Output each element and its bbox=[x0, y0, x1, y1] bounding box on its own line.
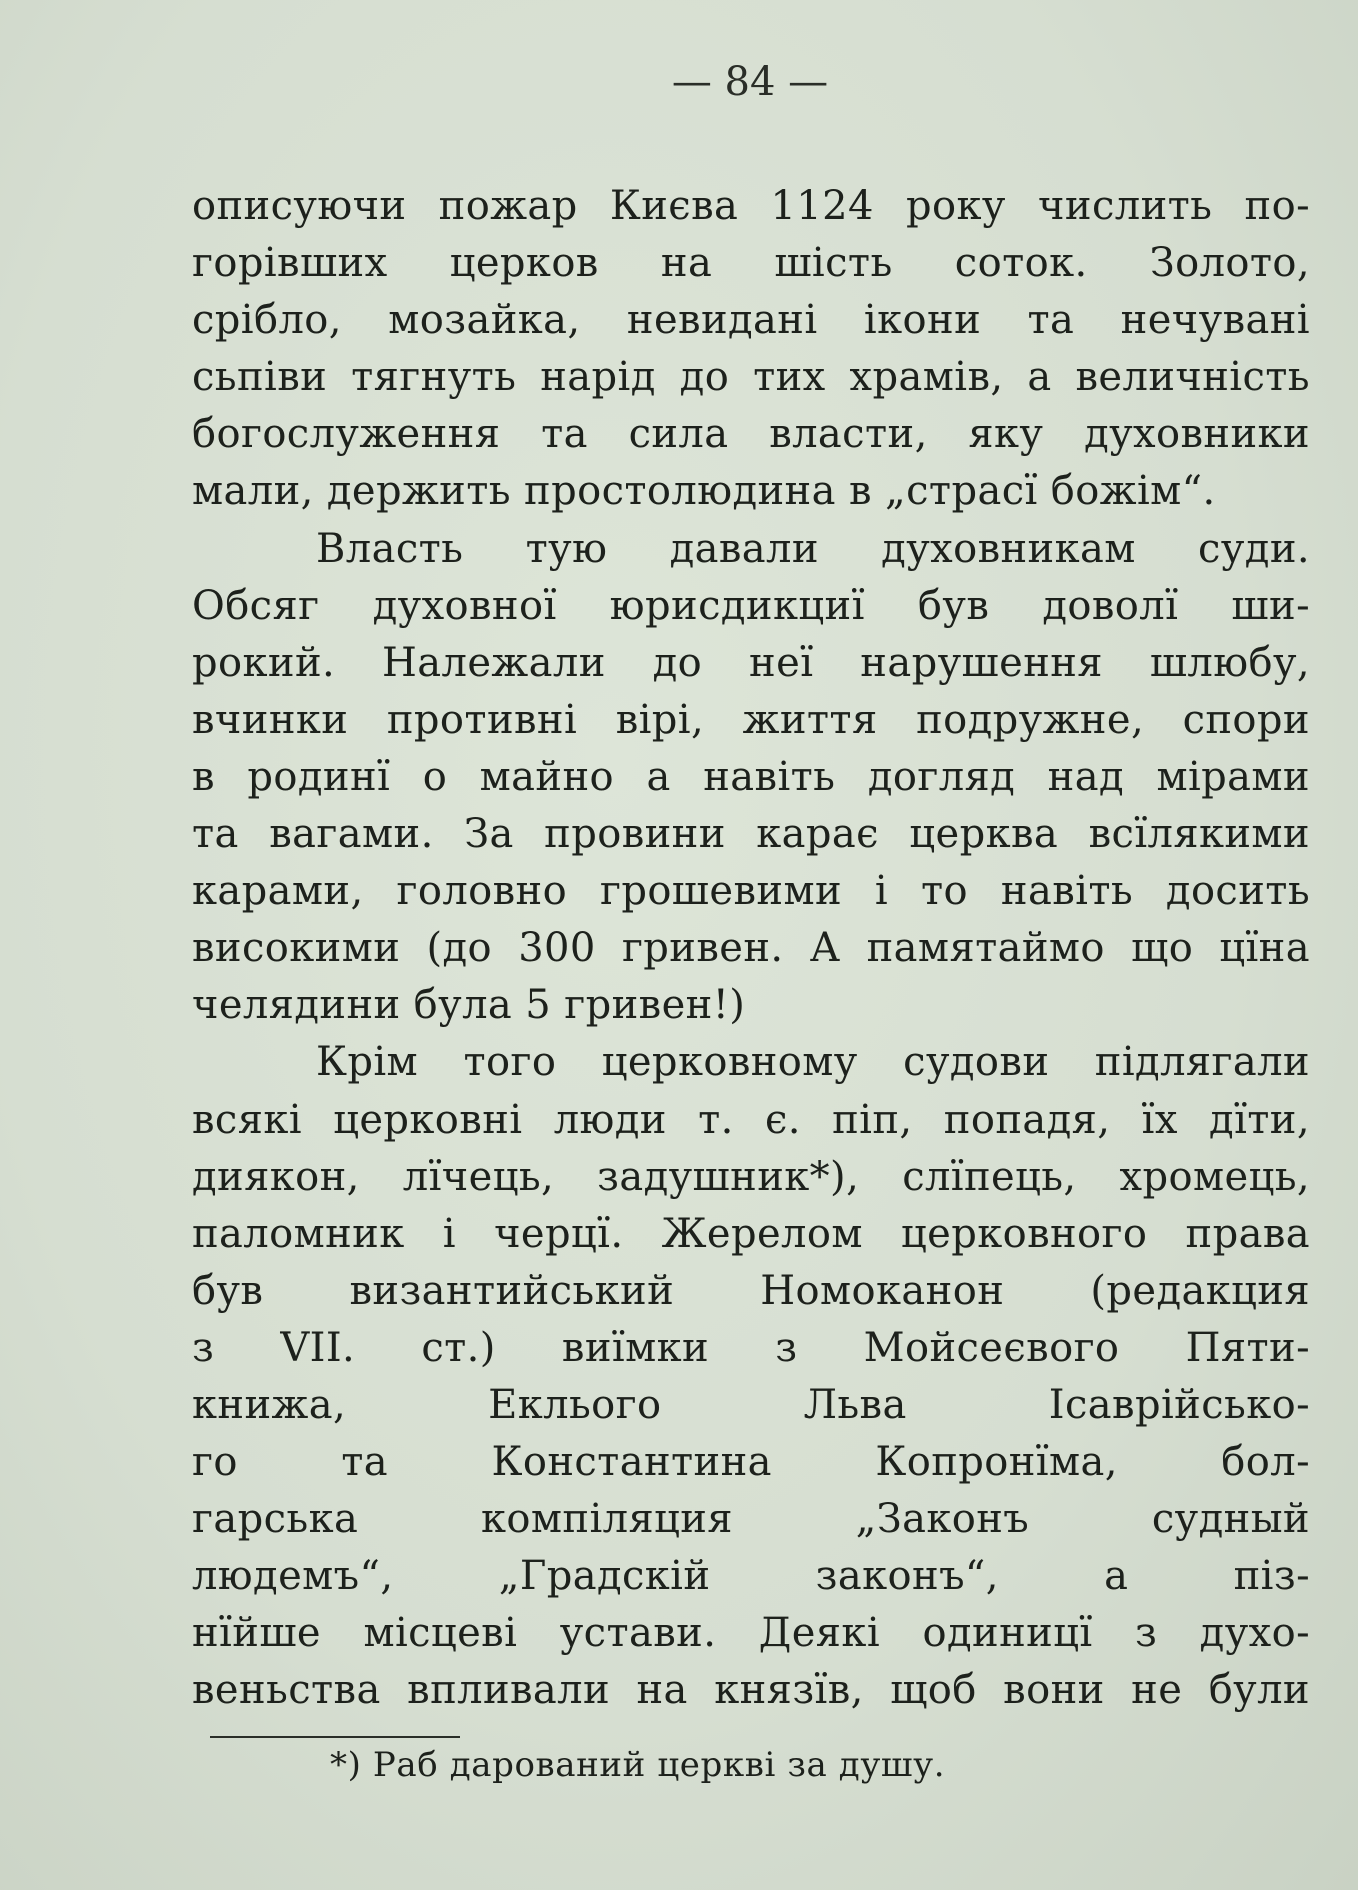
text-line: Власть тую давали духовникам суди. bbox=[316, 525, 1310, 572]
text-line: карами, головно грошевими і то навіть досить bbox=[192, 868, 1310, 915]
text-line: срібло, мозайка, невидані ікони та нечувані bbox=[192, 297, 1310, 344]
text-line: сьпіви тягнуть нарід до тих храмів, а величність bbox=[192, 354, 1310, 401]
text-line: людемъ“, „Градскій законъ“, а піз- bbox=[192, 1553, 1310, 1600]
text-line: всякі церковні люди т. є. піп, попадя, їх дїти, bbox=[192, 1096, 1310, 1143]
text-line: нїйше місцеві устави. Деякі одиницї з духо- bbox=[192, 1610, 1310, 1657]
text-line: диякон, лїчець, задушник*), слїпець, хромець, bbox=[192, 1153, 1310, 1200]
paragraph-3 bbox=[192, 1034, 1310, 1719]
text-line: горівших церков на шість соток. Золото, bbox=[192, 240, 1310, 287]
page-number: — 84 — bbox=[671, 59, 829, 105]
text-line: мали, держить простолюдина в „страсї божім“. bbox=[192, 468, 1216, 515]
text-line: був византийський Номоканон (редакция bbox=[192, 1267, 1310, 1314]
text-line: богослуження та сила власти, яку духовники bbox=[192, 411, 1310, 458]
text-line: паломник і черцї. Жерелом церковного права bbox=[192, 1210, 1310, 1257]
footnote: *) Раб дарований церкві за душу. bbox=[330, 1745, 946, 1785]
text-line: та вагами. За провини карає церква всїлякими bbox=[192, 811, 1310, 858]
text-line: Обсяг духовної юрисдикциї був доволї ши- bbox=[192, 582, 1310, 629]
text-line: вчинки противні вірі, життя подружне, спори bbox=[192, 696, 1310, 743]
text-line: книжа, Еклього Льва Ісаврійсько- bbox=[192, 1381, 1310, 1428]
text-line: веньства впливали на князїв, щоб вони не були bbox=[192, 1667, 1310, 1714]
text-line: гарська компіляция „Законъ судный bbox=[192, 1496, 1310, 1543]
text-line: Крім того церковному судови підлягали bbox=[316, 1039, 1310, 1086]
text-line: описуючи пожар Києва 1124 року числить по- bbox=[192, 183, 1310, 229]
footnote-divider bbox=[210, 1736, 460, 1738]
text-line: рокий. Належали до неї нарушення шлюбу, bbox=[192, 639, 1310, 686]
text-line: челядини була 5 гривен!) bbox=[192, 982, 746, 1029]
text-line: з VII. ст.) виїмки з Мойсеєвого Пяти- bbox=[192, 1324, 1310, 1371]
body-text bbox=[192, 178, 1310, 1720]
paragraph-2 bbox=[192, 521, 1310, 1035]
text-line: го та Константина Копронїма, бол- bbox=[192, 1439, 1310, 1486]
paragraph-1 bbox=[192, 178, 1310, 521]
text-line: в родинї о майно а навіть догляд над мірами bbox=[192, 753, 1310, 800]
text-line: високими (до 300 гривен. А памятаймо що цїна bbox=[192, 925, 1310, 972]
